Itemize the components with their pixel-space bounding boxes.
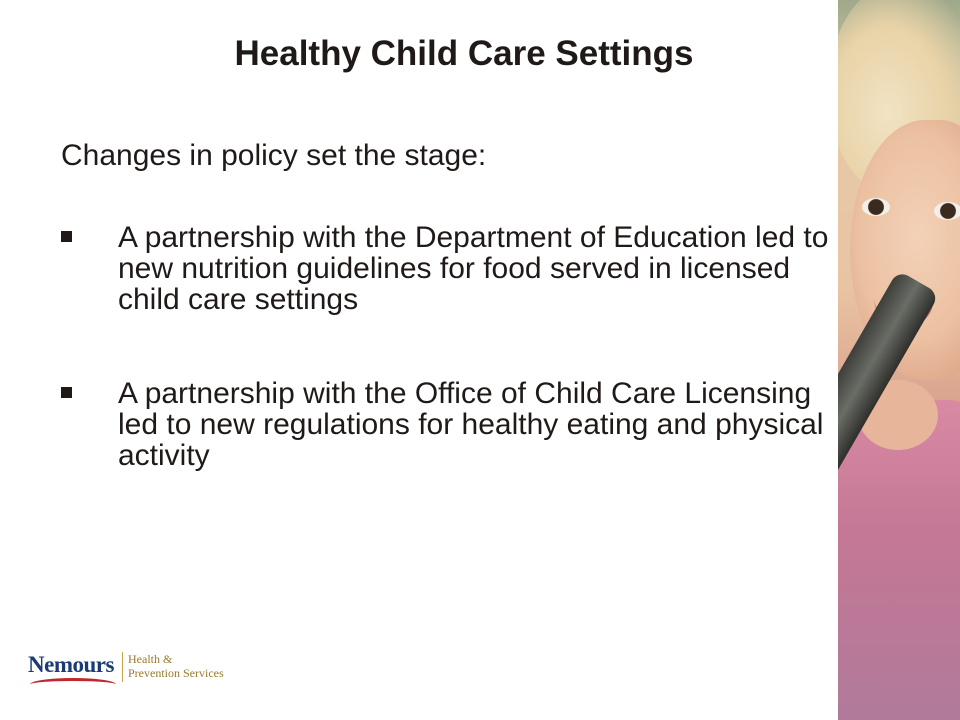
square-bullet-icon (61, 387, 72, 398)
bullet-list (61, 222, 831, 471)
bullet-item (61, 378, 831, 471)
logo-subtitle-line1: Health & (128, 652, 173, 666)
child-photo (838, 0, 960, 720)
bullet-item (61, 222, 831, 315)
bullet-text: A partnership with the Office of Child Care Licensing led to new regulations for healthy eating and physical activity (118, 377, 824, 472)
logo-subtitle-line2: Prevention Services (128, 666, 224, 680)
square-bullet-icon (61, 231, 72, 242)
intro-text: Changes in policy set the stage: (61, 139, 487, 172)
logo-divider (122, 652, 123, 682)
logo-wordmark: Nemours (28, 652, 114, 677)
photo-eye (862, 198, 890, 216)
logo-swoosh-icon (30, 678, 116, 691)
bullet-text: A partnership with the Department of Education led to new nutrition guidelines for food served in licensed child care settings (118, 221, 829, 316)
photo-eye (934, 202, 960, 220)
nemours-logo (28, 648, 258, 688)
slide-title: Healthy Child Care Settings (234, 34, 694, 73)
